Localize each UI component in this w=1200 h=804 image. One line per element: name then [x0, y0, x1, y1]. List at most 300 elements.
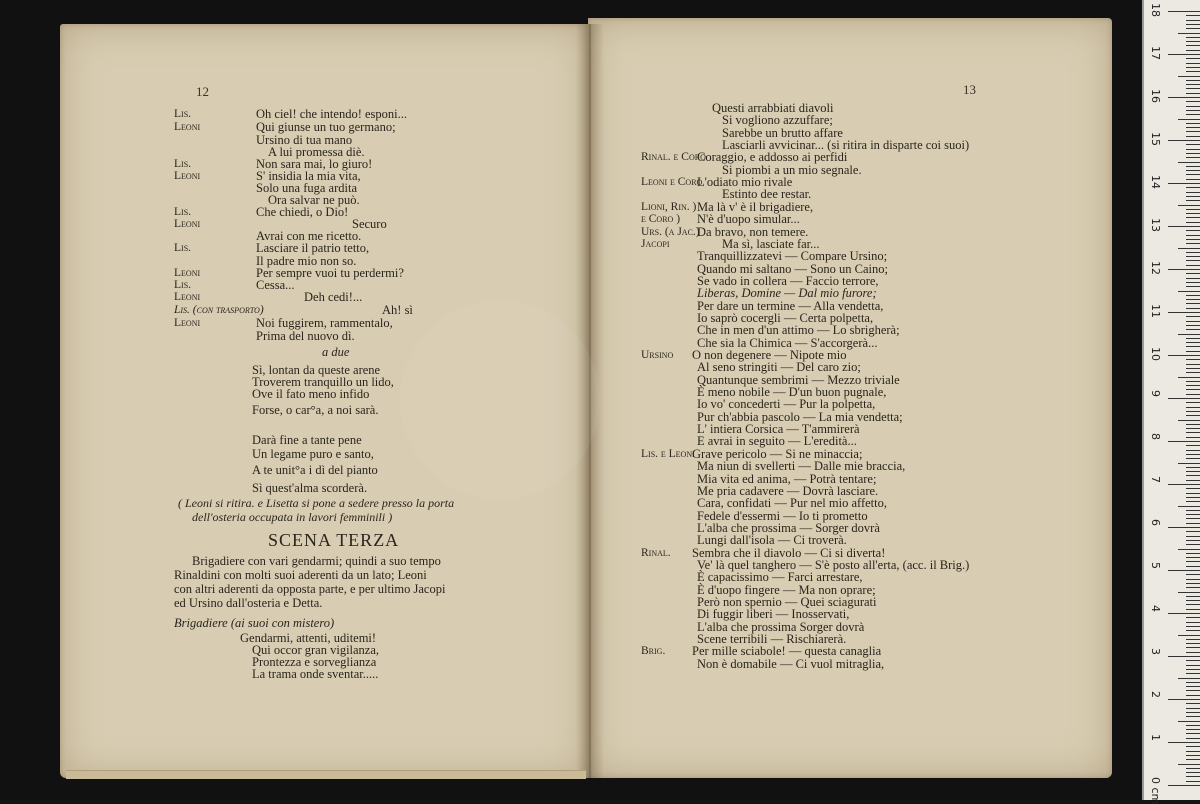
ruler-tick: [1186, 28, 1200, 29]
ruler-tick: [1186, 308, 1200, 309]
ruler-tick: [1186, 131, 1200, 132]
speaker-label: Leoni: [174, 291, 201, 303]
ruler-tick: [1186, 295, 1200, 296]
ruler-tick: [1186, 523, 1200, 524]
ruler-tick: [1186, 196, 1200, 197]
ruler-tick: [1178, 76, 1200, 77]
ruler-tick: [1186, 166, 1200, 167]
verse-line: A lui promessa diè.: [268, 145, 365, 159]
ruler-label: 4: [1149, 605, 1162, 612]
ruler-tick: [1178, 721, 1200, 722]
ruler-tick: [1186, 239, 1200, 240]
verse-line: Sì, lontan da queste arene: [252, 363, 381, 377]
verse-line: Deh cedi!...: [304, 290, 363, 304]
ruler-tick: [1186, 265, 1200, 266]
ruler-label: 18: [1149, 3, 1162, 17]
ruler-tick: [1178, 506, 1200, 507]
verse-line: Il padre mio non so.: [256, 254, 357, 268]
verse-line: È d'uopo fingere — Ma non oprare;: [697, 583, 876, 597]
ruler-tick: [1186, 626, 1200, 627]
verse-line: Pur ch'abbia pascolo — La mia vendetta;: [697, 410, 903, 424]
verse-line: Securo: [352, 217, 387, 231]
ruler-tick: [1186, 63, 1200, 64]
brigadiere-speaker: Brigadiere (ai suoi con mistero): [174, 616, 335, 630]
ruler-tick: [1186, 759, 1200, 760]
verse-line: Me pria cadavere — Dovrà lasciare.: [697, 484, 879, 498]
ruler-tick: [1186, 385, 1200, 386]
ruler-tick: [1186, 286, 1200, 287]
ruler-tick: [1178, 291, 1200, 292]
verse-line: Forse, o car°a, a noi sarà.: [252, 403, 379, 417]
ruler-tick: [1186, 230, 1200, 231]
verse-line: Qui giunse un tuo germano;: [256, 120, 396, 134]
verse-line: Sì quest'alma scorderà.: [252, 481, 368, 495]
verse-line: Ah! sì: [382, 303, 413, 317]
ruler-tick: [1186, 643, 1200, 644]
ruler-tick: [1186, 665, 1200, 666]
ruler-tick: [1186, 411, 1200, 412]
ruler-tick: [1168, 11, 1200, 12]
ruler-tick: [1186, 157, 1200, 158]
speaker-label: Lis.: [174, 279, 192, 291]
ruler-label: 3: [1149, 648, 1162, 655]
ruler-tick: [1186, 450, 1200, 451]
ruler-tick: [1186, 561, 1200, 562]
ruler-tick: [1186, 282, 1200, 283]
verse-line: Solo una fuga ardita: [256, 181, 358, 195]
verse-line: Lasciare il patrio tetto,: [256, 241, 370, 255]
ruler-tick: [1186, 686, 1200, 687]
ruler-tick: [1168, 570, 1200, 571]
ruler-tick: [1186, 458, 1200, 459]
ruler-tick: [1186, 733, 1200, 734]
ruler-tick: [1186, 755, 1200, 756]
ruler-tick: [1186, 243, 1200, 244]
verse-line: Estinto dee restar.: [722, 187, 812, 201]
ruler-tick: [1186, 553, 1200, 554]
verse-line: Scene terribili — Rischiarerà.: [697, 632, 847, 646]
ruler-tick: [1186, 531, 1200, 532]
ruler-tick: [1168, 54, 1200, 55]
ruler-label: 1: [1149, 734, 1162, 741]
ruler-tick: [1186, 501, 1200, 502]
ruler-tick: [1178, 205, 1200, 206]
ruler-tick: [1186, 88, 1200, 89]
verse-line: La trama onde sventar.....: [252, 667, 379, 681]
ruler-tick: [1186, 106, 1200, 107]
speaker-label: Rinal.: [641, 546, 671, 559]
ruler-tick: [1186, 209, 1200, 210]
ruler-tick: [1168, 484, 1200, 485]
ruler-tick: [1186, 316, 1200, 317]
speaker-label: Leoni: [174, 170, 201, 182]
ruler-tick: [1186, 114, 1200, 115]
page-edge: [66, 770, 586, 779]
ruler-tick: [1186, 695, 1200, 696]
verse-line: Prima del nuovo dì.: [256, 329, 355, 343]
verse-line: È capacissimo — Farci arrestare,: [697, 570, 863, 584]
verse-line: Si vogliono azzuffare;: [722, 113, 833, 127]
watermark: [400, 300, 600, 500]
speaker-label: Lis.: [174, 108, 192, 120]
ruler-tick: [1186, 37, 1200, 38]
ruler-tick: [1186, 729, 1200, 730]
ruler-tick: [1186, 708, 1200, 709]
a-due-label: a due: [322, 345, 350, 359]
ruler-tick: [1186, 445, 1200, 446]
ruler-tick: [1178, 420, 1200, 421]
ruler-tick: [1186, 136, 1200, 137]
ruler-tick: [1186, 372, 1200, 373]
verse-line: È meno nobile — D'un buon pugnale,: [697, 385, 887, 399]
ruler-tick: [1186, 518, 1200, 519]
verse-line: Che sia la Chimica — S'accorgerà...: [697, 336, 878, 350]
ruler-tick: [1186, 622, 1200, 623]
ruler-tick: [1186, 630, 1200, 631]
speaker-label: Leoni: [174, 218, 201, 230]
verse-line: Al seno stringiti — Del caro zio;: [697, 360, 861, 374]
ruler-tick: [1186, 604, 1200, 605]
ruler-tick: [1186, 222, 1200, 223]
verse-line: Noi fuggirem, rammentalo,: [256, 316, 393, 330]
ruler-tick: [1186, 669, 1200, 670]
ruler-tick: [1186, 514, 1200, 515]
ruler-tick: [1168, 226, 1200, 227]
speaker-label: Lis. e Leoni: [641, 447, 695, 460]
verse-line: Ursino di tua mano: [256, 133, 353, 147]
ruler-tick: [1178, 377, 1200, 378]
verse-line: Quando mi saltano — Sono un Caino;: [697, 262, 888, 276]
ruler-tick: [1186, 217, 1200, 218]
verse-line: Da bravo, non temere.: [697, 225, 809, 239]
verse-line: L'odiato mio rivale: [697, 175, 793, 189]
verse-line: Sembra che il diavolo — Ci si diverta!: [692, 546, 886, 560]
ruler-tick: [1178, 248, 1200, 249]
speaker-label: Ursino: [641, 349, 674, 361]
verse-line: Oh ciel! che intendo! esponi...: [256, 107, 407, 121]
speaker-label: Brig.: [641, 645, 666, 658]
speaker-label: Lis. (con trasporto): [174, 304, 264, 316]
ruler-tick: [1186, 781, 1200, 782]
ruler-tick: [1186, 407, 1200, 408]
ruler-tick: [1186, 454, 1200, 455]
ruler-tick: [1186, 467, 1200, 468]
verse-line: Gendarmi, attenti, uditemi!: [240, 631, 377, 645]
ruler-tick: [1186, 187, 1200, 188]
ruler-tick: [1186, 67, 1200, 68]
ruler-tick: [1168, 785, 1200, 786]
ruler-tick: [1178, 463, 1200, 464]
ruler-tick: [1186, 716, 1200, 717]
ruler-tick: [1186, 20, 1200, 21]
ruler-tick: [1186, 325, 1200, 326]
verse-line: Mia vita ed anima, — Potrà tentare;: [697, 472, 877, 486]
ruler-tick: [1186, 127, 1200, 128]
verse-line: Per dare un termine — Alla vendetta,: [697, 299, 884, 313]
ruler-tick: [1186, 415, 1200, 416]
stage-direction-1: ( Leoni si ritira. e Lisetta si pone a sedere presso la porta: [178, 496, 455, 510]
verse-line: Ma là v' è il brigadiere,: [697, 200, 814, 214]
ruler-tick: [1186, 557, 1200, 558]
ruler-tick: [1186, 329, 1200, 330]
ruler-tick: [1178, 33, 1200, 34]
verse-line: Di fuggir liberi — Inosservati,: [697, 607, 850, 621]
verse-line: Che chiedi, o Dio!: [256, 205, 349, 219]
ruler-tick: [1186, 587, 1200, 588]
ruler-tick: [1186, 256, 1200, 257]
ruler-tick: [1178, 549, 1200, 550]
ruler-tick: [1168, 613, 1200, 614]
ruler-tick: [1168, 441, 1200, 442]
verse-line: A te unit°a i dì del pianto: [252, 463, 378, 477]
ruler-tick: [1168, 140, 1200, 141]
ruler-tick: [1186, 351, 1200, 352]
ruler-tick: [1186, 475, 1200, 476]
verse-line: O non degenere — Nipote mio: [692, 348, 847, 362]
verse-line: Non sara mai, lo giuro!: [256, 157, 373, 171]
ruler-tick: [1186, 45, 1200, 46]
ruler-tick: [1186, 660, 1200, 661]
verse-line: Se vado in collera — Faccio terrore,: [697, 274, 879, 288]
ruler-tick: [1186, 725, 1200, 726]
ruler-tick: [1186, 574, 1200, 575]
ruler-tick: [1186, 110, 1200, 111]
verse-line: N'è d'uopo simular...: [697, 212, 800, 226]
ruler-tick: [1186, 338, 1200, 339]
ruler-label: 7: [1149, 476, 1162, 483]
ruler-tick: [1186, 738, 1200, 739]
speaker-label: Leoni: [174, 121, 201, 133]
ruler-label: 0 cm: [1149, 777, 1162, 804]
verse-line: Darà fine a tante pene: [252, 433, 362, 447]
verse-line: Sarebbe un brutto affare: [722, 126, 843, 140]
ruler-label: 10: [1149, 347, 1162, 361]
ruler-tick: [1186, 428, 1200, 429]
verse-line: Però non spernio — Quei sciagurati: [697, 595, 877, 609]
ruler-tick: [1186, 652, 1200, 653]
ruler-tick: [1186, 596, 1200, 597]
ruler-tick: [1186, 179, 1200, 180]
verse-line: Cessa...: [256, 278, 295, 292]
ruler-tick: [1186, 123, 1200, 124]
ruler-label: 13: [1149, 218, 1162, 232]
ruler-tick: [1168, 699, 1200, 700]
verse-line: Questi arrabbiati diavoli: [712, 101, 834, 115]
ruler-tick: [1186, 437, 1200, 438]
ruler-tick: [1186, 260, 1200, 261]
verse-line: Grave pericolo — Si ne minaccia;: [692, 447, 863, 461]
ruler-tick: [1186, 24, 1200, 25]
verse-line: L' intiera Corsica — T'ammirerà: [697, 422, 860, 436]
ruler-tick: [1186, 170, 1200, 171]
ruler-tick: [1186, 768, 1200, 769]
verse-line: E avrai in seguito — L'eredità...: [697, 434, 857, 448]
ruler-label: 11: [1149, 304, 1162, 318]
ruler-tick: [1186, 144, 1200, 145]
ruler-tick: [1186, 174, 1200, 175]
ruler-tick: [1178, 764, 1200, 765]
scene-desc-3: con altri aderenti da opposta parte, e per ultimo Jacopi: [174, 582, 446, 596]
ruler-tick: [1186, 776, 1200, 777]
ruler-tick: [1186, 93, 1200, 94]
ruler-label: 9: [1149, 390, 1162, 397]
verse-line: Fedele d'essermi — Io ti prometto: [697, 509, 868, 523]
ruler-tick: [1186, 149, 1200, 150]
speaker-label: e Coro ): [641, 213, 681, 226]
stage-direction-2: dell'osteria occupata in lavori femminili ): [192, 510, 393, 524]
ruler-tick: [1186, 303, 1200, 304]
ruler-tick: [1186, 101, 1200, 102]
ruler-tick: [1186, 235, 1200, 236]
speaker-label: Leoni: [174, 267, 201, 279]
ruler-tick: [1186, 80, 1200, 81]
ruler-tick: [1186, 647, 1200, 648]
ruler-tick: [1186, 71, 1200, 72]
verse-line: Un legame puro e santo,: [252, 447, 374, 461]
ruler-tick: [1186, 540, 1200, 541]
ruler-tick: [1168, 355, 1200, 356]
ruler-tick: [1168, 269, 1200, 270]
ruler-tick: [1186, 488, 1200, 489]
speaker-label: Urs. (a Jac.): [641, 225, 700, 238]
ruler-tick: [1186, 424, 1200, 425]
verse-line: Io vo' concederti — Pur la polpetta,: [697, 397, 876, 411]
speaker-label: Lis.: [174, 242, 192, 254]
ruler-tick: [1186, 432, 1200, 433]
ruler-tick: [1186, 41, 1200, 42]
verse-line: Prontezza e sorveglianza: [252, 655, 377, 669]
verse-line: Io saprò cocergli — Certa polpetta,: [697, 311, 874, 325]
speaker-label: Jacopi: [641, 237, 670, 250]
ruler-tick: [1186, 751, 1200, 752]
ruler-tick: [1186, 617, 1200, 618]
verse-line: Quantunque sembrimi — Mezzo triviale: [697, 373, 900, 387]
verse-line: S' insidia la mia vita,: [256, 169, 361, 183]
ruler-tick: [1186, 381, 1200, 382]
verse-line: Ora salvar ne può.: [268, 193, 360, 207]
ruler-label: 5: [1149, 562, 1162, 569]
verse-line: Si piombi a un mio segnale.: [722, 163, 862, 177]
ruler-tick: [1186, 639, 1200, 640]
speaker-label: Leoni e Coro: [641, 176, 703, 189]
ruler-tick: [1186, 510, 1200, 511]
ruler-tick: [1186, 712, 1200, 713]
ruler-tick: [1186, 346, 1200, 347]
speaker-label: Lis.: [174, 158, 192, 170]
ruler-tick: [1168, 183, 1200, 184]
verse-line: Che in men d'un attimo — Lo sbrigherà;: [697, 323, 900, 337]
ruler-tick: [1186, 368, 1200, 369]
ruler-label: 17: [1149, 46, 1162, 60]
speaker-label: Rinal. e Coro: [641, 151, 706, 164]
ruler-tick: [1178, 592, 1200, 593]
ruler-tick: [1168, 527, 1200, 528]
ruler-tick: [1186, 50, 1200, 51]
verse-line: Troverem tranquillo un lido,: [252, 375, 394, 389]
page-number-left: 12: [196, 84, 209, 99]
scene-title: SCENA TERZA: [268, 530, 400, 550]
verse-line: L'alba che prossima — Sorger dovrà: [697, 521, 880, 535]
ruler-tick: [1186, 213, 1200, 214]
ruler-tick: [1186, 402, 1200, 403]
measuring-ruler: [1142, 0, 1200, 800]
ruler-tick: [1178, 678, 1200, 679]
ruler-tick: [1186, 58, 1200, 59]
verse-line: Coraggio, e addosso ai perfidi: [697, 150, 848, 164]
ruler-tick: [1168, 312, 1200, 313]
ruler-label: 15: [1149, 132, 1162, 146]
verse-line: Lungi dall'isola — Ci troverà.: [697, 533, 847, 547]
ruler-tick: [1186, 493, 1200, 494]
scene-desc-4: ed Ursino dall'osteria e Detta.: [174, 596, 323, 610]
ruler-tick: [1186, 609, 1200, 610]
ruler-tick: [1186, 600, 1200, 601]
ruler-tick: [1186, 200, 1200, 201]
ruler-tick: [1186, 389, 1200, 390]
ruler-tick: [1168, 398, 1200, 399]
ruler-tick: [1186, 342, 1200, 343]
ruler-tick: [1186, 583, 1200, 584]
verse-line: Non è domabile — Ci vuol mitraglia,: [697, 657, 885, 671]
speaker-label: Leoni: [174, 317, 201, 329]
ruler-tick: [1186, 682, 1200, 683]
ruler-tick: [1186, 772, 1200, 773]
page-number-right: 13: [963, 82, 976, 97]
speaker-label: Lioni, Rin. ): [641, 200, 697, 213]
ruler-label: 8: [1149, 433, 1162, 440]
ruler-tick: [1186, 471, 1200, 472]
ruler-tick: [1186, 394, 1200, 395]
ruler-tick: [1178, 162, 1200, 163]
ruler-label: 16: [1149, 89, 1162, 103]
verse-line: Ve' là quel tanghero — S'è posto all'erta, (acc. il Brig.): [697, 558, 970, 572]
ruler-tick: [1186, 566, 1200, 567]
ruler-label: 6: [1149, 519, 1162, 526]
verse-line: Qui occor gran vigilanza,: [252, 643, 380, 657]
ruler-tick: [1186, 690, 1200, 691]
ruler-tick: [1186, 364, 1200, 365]
verse-line: Ove il fato meno infido: [252, 387, 370, 401]
verse-line: Ma sì, lasciate far...: [722, 237, 820, 251]
ruler-tick: [1186, 746, 1200, 747]
ruler-tick: [1168, 97, 1200, 98]
scene-desc-1: Brigadiere con vari gendarmi; quindi a suo tempo: [192, 554, 441, 568]
ruler-tick: [1186, 192, 1200, 193]
ruler-tick: [1186, 359, 1200, 360]
ruler-tick: [1178, 119, 1200, 120]
ruler-tick: [1186, 579, 1200, 580]
ruler-tick: [1186, 673, 1200, 674]
ruler-tick: [1168, 742, 1200, 743]
ruler-tick: [1186, 703, 1200, 704]
verse-line: Per sempre vuoi tu perdermi?: [256, 266, 404, 280]
ruler-tick: [1186, 299, 1200, 300]
verse-line: Lasciarli avvicinar... (si ritira in disparte coi suoi): [722, 138, 970, 152]
ruler-tick: [1178, 635, 1200, 636]
verse-line: Cara, confidati — Pur nel mio affetto,: [697, 496, 887, 510]
ruler-label: 12: [1149, 261, 1162, 275]
ruler-label: 2: [1149, 691, 1162, 698]
ruler-tick: [1168, 656, 1200, 657]
ruler-tick: [1186, 15, 1200, 16]
verse-line: Per mille sciabole! — questa canaglia: [692, 644, 882, 658]
ruler-tick: [1186, 321, 1200, 322]
ruler-tick: [1186, 536, 1200, 537]
scene-desc-2: Rinaldini con molti suoi aderenti da un lato; Leoni: [174, 568, 427, 582]
verse-line: L'alba che prossima Sorger dovrà: [697, 620, 865, 634]
ruler-tick: [1186, 84, 1200, 85]
verse-line: Avrai con me ricetto.: [256, 229, 362, 243]
